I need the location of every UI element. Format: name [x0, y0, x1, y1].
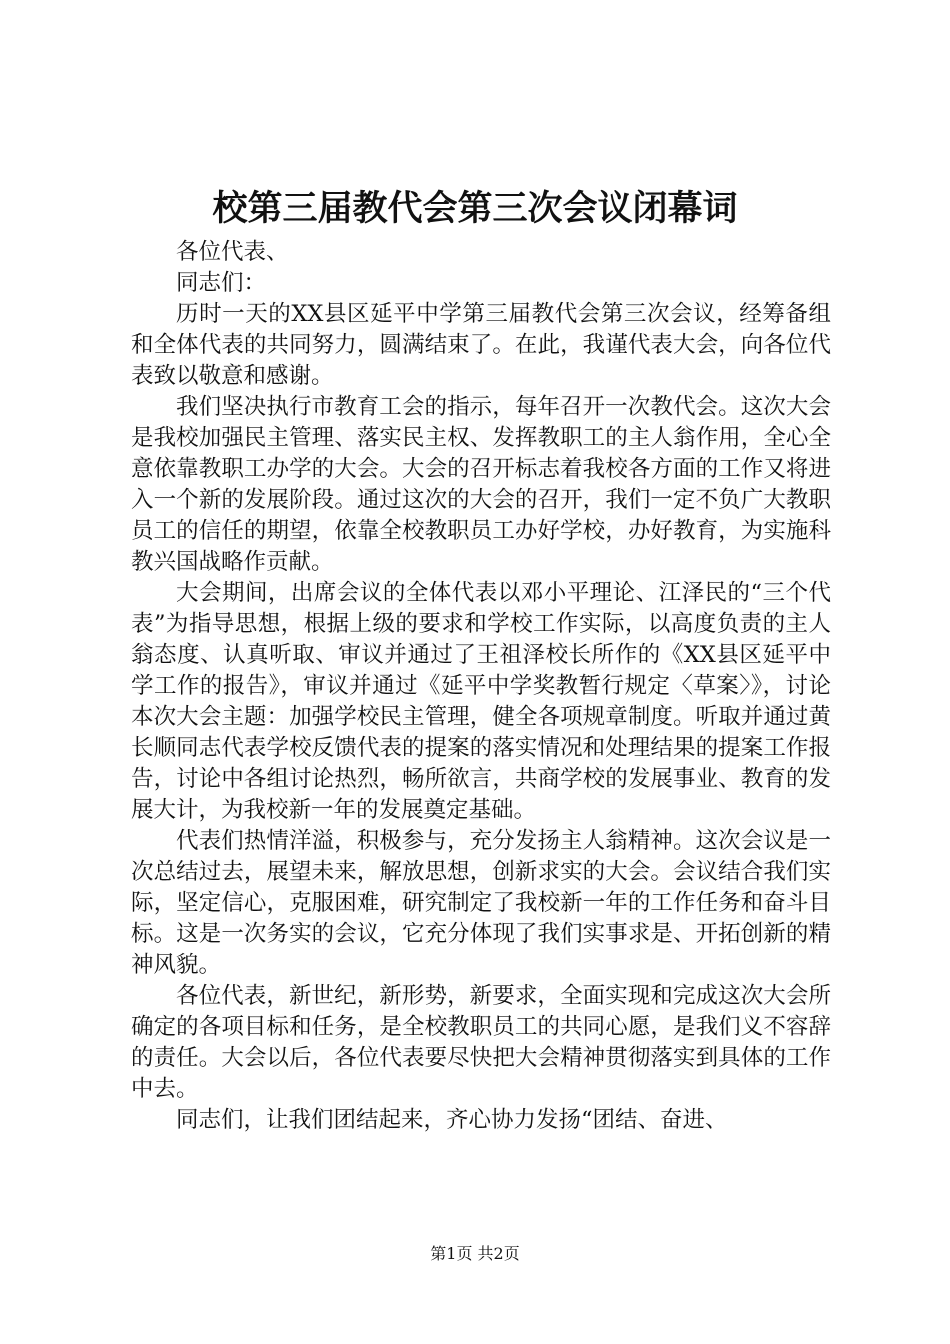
salutation-line: 同志们：	[176, 270, 267, 296]
body-paragraph: 我们坚决执行市教育工会的指示，每年召开一次教代会。这次大会是我校加强民主管理、落实民主权、发挥教职工的主人翁作用，全心全意依靠教职工办学的大会。大会的召开标志着我校各方面的工作又将进入一个新的发展阶段。通过这次的大会的召开，我们一定不负广大教职员工的信任的期望，依靠全校教职员工办好学校，办好教育，为实施科教兴国战略作贡献。	[131, 394, 831, 575]
body-paragraph: 大会期间，出席会议的全体代表以邓小平理论、江泽民的“三个代表”为指导思想，根据上级的要求和学校工作实际，以高度负责的主人翁态度、认真听取、审议并通过了王祖泽校长所作的《XX县区延平中学工作的报告》，审议并通过《延平中学奖教暂行规定〈草案〉》，讨论本次大会主题：加强学校民主管理，健全各项规章制度。听取并通过黄长顺同志代表学校反馈代表的提案的落实情况和处理结果的提案工作报告，讨论中各组讨论热烈，畅所欲言，共商学校的发展事业、教育的发展大计，为我校新一年的发展奠定基础。	[131, 580, 831, 823]
body-paragraph: 各位代表，新世纪，新形势，新要求，全面实现和完成这次大会所确定的各项目标和任务，是全校教职员工的共同心愿，是我们义不容辞的责任。大会以后，各位代表要尽快把大会精神贯彻落实到具体的工作中去。	[131, 983, 831, 1102]
page-number-footer: 第1页 共2页	[430, 1244, 520, 1263]
body-paragraph: 同志们，让我们团结起来，齐心协力发扬“团结、奋进、	[176, 1107, 728, 1133]
body-paragraph: 代表们热情洋溢，积极参与，充分发扬主人翁精神。这次会议是一次总结过去，展望未来，解放思想，创新求实的大会。会议结合我们实际，坚定信心，克服困难，研究制定了我校新一年的工作任务和奋斗目标。这是一次务实的会议，它充分体现了我们实事求是、开拓创新的精神风貌。	[131, 828, 831, 978]
salutation-line: 各位代表、	[176, 239, 289, 265]
document-body	[131, 237, 831, 1136]
body-paragraph: 历时一天的XX县区延平中学第三届教代会第三次会议，经筹备组和全体代表的共同努力，圆满结束了。在此，我谨代表大会，向各位代表致以敬意和感谢。	[131, 301, 831, 389]
document-title: 校第三届教代会第三次会议闭幕词	[212, 188, 738, 229]
